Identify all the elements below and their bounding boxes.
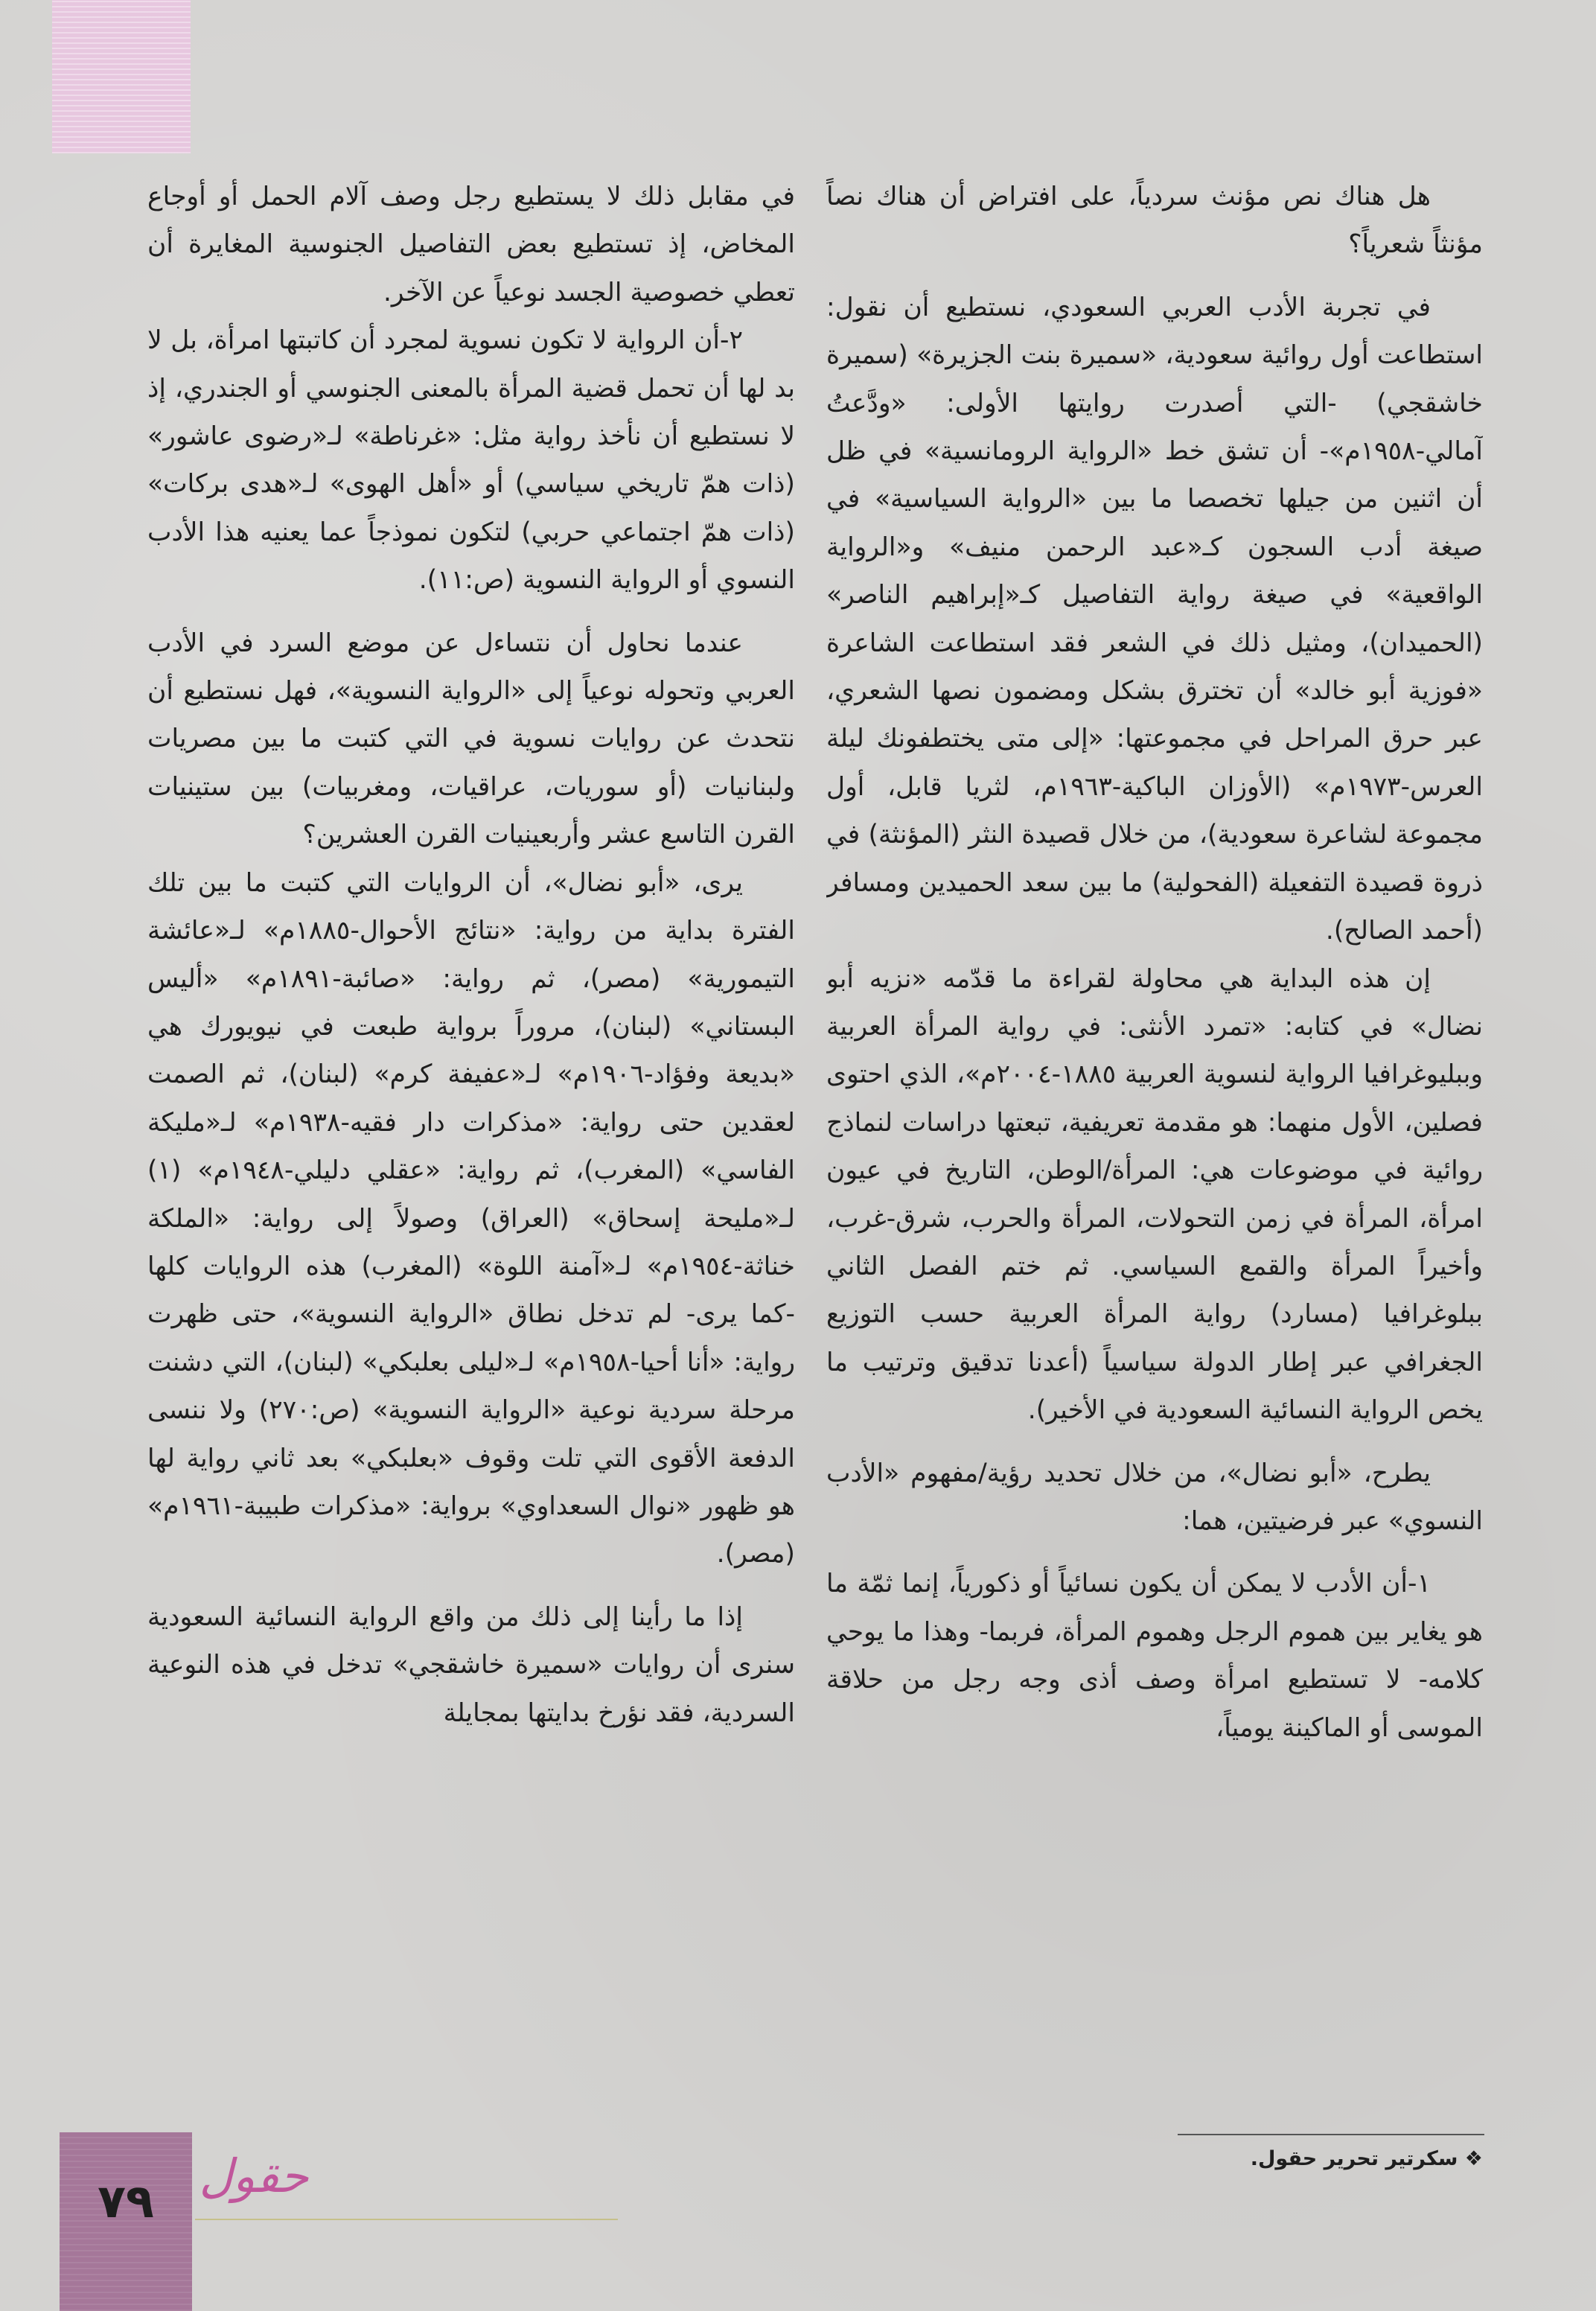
paragraph: ٢-أن الرواية لا تكون نسوية لمجرد أن كاتبتها امرأة، بل لا بد لها أن تحمل قضية المرأة بالمعنى الجنوسي أو الجندري، إذ لا نستطيع أن نأخذ رواية مثل: «غرناطة» لـ«رضوى عاشور» (ذات همّ تاريخي سياسي) أو «أهل الهوى» لـ«هدى بركات» (ذات همّ اجتماعي حربي) لتكون نموذجاً عما يعنيه هذا الأدب النسوي أو الرواية النسوية (ص:١١). [147,325,795,596]
article-column-right [826,173,1483,2116]
author-footnote: ❖ سكرتير تحرير حقول. [1250,2147,1483,2170]
paragraph: إن هذه البداية هي محاولة لقراءة ما قدّمه «نزيه أبو نضال» في كتابه: «تمرد الأنثى: في رواية المرأة العربية وببليوغرافيا الرواية لنسوية العربية ١٨٨٥-٢٠٠٤م»، الذي احتوى فصلين، الأول منهما: هو مقدمة تعريفية، تبعتها دراسات لنماذج روائية في موضوعات هي: المرأة/الوطن، التاريخ في عيون امرأة، المرأة في زمن التحولات، المرأة والحرب، شرق-غرب، وأخيراً المرأة والقمع السياسي. ثم ختم الفصل الثاني ببلوغرافيا (مسارد) رواية المرأة العربية حسب التوزيع الجغرافي عبر إطار الدولة سياسياً (أعدنا تدقيق وترتيب ما يخص الرواية النسائية السعودية في الأخير). [826,963,1483,1426]
paragraph: إذا ما رأينا إلى ذلك من واقع الرواية النسائية السعودية سنرى أن روايات «سميرة خاشقجي» تدخل في هذه النوعية السردية، فقد نؤرخ بدايتها بمجايلة [147,1601,795,1728]
paragraph: ١-أن الأدب لا يمكن أن يكون نسائياً أو ذكورياً، إنما ثمّة ما هو يغاير بين هموم الرجل وهموم المرأة، فربما- وهذا ما يوحي كلامه- لا تستطيع امرأة وصف أذى وجه رجل من حلاقة الموسى أو الماكينة يومياً، [826,1569,1483,1743]
magazine-logo: حقول [199,2149,309,2203]
paragraph: هل هناك نص مؤنث سردياً، على افتراض أن هناك نصاً مؤنثاً شعرياً؟ [826,182,1483,260]
article-column-left [147,173,795,2116]
decorative-corner-block [52,0,191,153]
paragraph: يرى، «أبو نضال»، أن الروايات التي كتبت ما بين تلك الفترة بداية من رواية: «نتائج الأحوال-١٨٨٥م» لـ«عائشة التيمورية» (مصر)، ثم رواية: «صائبة-١٨٩١م» «أليس البستاني» (لبنان)، مروراً برواية طبعت في نيويورك هي «بديعة وفؤاد-١٩٠٦م» لـ«عفيفة كرم» (لبنان)، ثم الصمت لعقدين حتى رواية: «مذكرات دار فقيه-١٩٣٨م» لـ«مليكة الفاسي» (المغرب)، ثم رواية: «عقلي دليلي-١٩٤٨م» (١) لـ«مليحة إسحاق» (العراق) وصولاً إلى رواية: «الملكة خناثة-١٩٥٤م» لـ«آمنة اللوة» (المغرب) هذه الروايات كلها -كما يرى- لم تدخل نطاق «الرواية النسوية»، حتى ظهرت رواية: «أنا أحيا-١٩٥٨م» لـ«ليلى بعلبكي» (لبنان)، التي دشنت مرحلة سردية نوعية «الرواية النسوية» (ص:٢٧٠) ولا ننسى الدفعة الأقوى التي تلت وقوف «بعلبكي» بعد ثاني رواية لها هو ظهور «نوال السعداوي» برواية: «مذكرات طبيبة-١٩٦١م» (مصر). [147,867,795,1569]
paragraph: عندما نحاول أن نتساءل عن موضع السرد في الأدب العربي وتحوله نوعياً إلى «الرواية النسوية»، فهل نستطيع أن نتحدث عن روايات نسوية في التي كتبت ما بين مصريات ولبنانيات (أو سوريات، عراقيات، ومغربيات) بين ستينيات القرن التاسع عشر وأربعينيات القرن العشرين؟ [147,628,795,850]
paragraph: في مقابل ذلك لا يستطيع رجل وصف آلام الحمل أو أوجاع المخاض، إذ تستطيع بعض التفاصيل الجنوسية المغايرة أن تعطي خصوصية الجسد نوعياً عن الآخر. [147,182,795,307]
footer-divider [195,2219,618,2220]
paragraph: يطرح، «أبو نضال»، من خلال تحديد رؤية/مفهوم «الأدب النسوي» عبر فرضيتين، هما: [826,1458,1483,1536]
page-number: ٧٩ [98,2174,154,2228]
footnote-divider [1178,2134,1484,2135]
paragraph: في تجربة الأدب العربي السعودي، نستطيع أن نقول: استطاعت أول روائية سعودية، «سميرة بنت الجزيرة» (سميرة خاشقجي) -التي أصدرت روايتها الأولى: «ودَّعتُ آمالي-١٩٥٨م»- أن تشق خط «الرواية الرومانسية» في ظل أن اثنين من جيلها تخصصا ما بين «الرواية السياسية» في صيغة أدب السجون كـ«عبد الرحمن منيف» و«الرواية الواقعية» في صيغة رواية التفاصيل كـ«إبراهيم الناصر» (الحميدان)، ومثيل ذلك في الشعر فقد استطاعت الشاعرة «فوزية أبو خالد» أن تخترق بشكل ومضمون نصها الشعري، عبر حرق المراحل في مجموعتها: «إلى متى يختطفونك ليلة العرس-١٩٧٣م» (الأوزان الباكية-١٩٦٣م، لثريا قابل، أول مجموعة لشاعرة سعودية)، من خلال قصيدة النثر (المؤنثة) في ذروة قصيدة التفعيلة (الفحولية) ما بين سعد الحميدين ومسافر (أحمد الصالح). [826,292,1483,946]
